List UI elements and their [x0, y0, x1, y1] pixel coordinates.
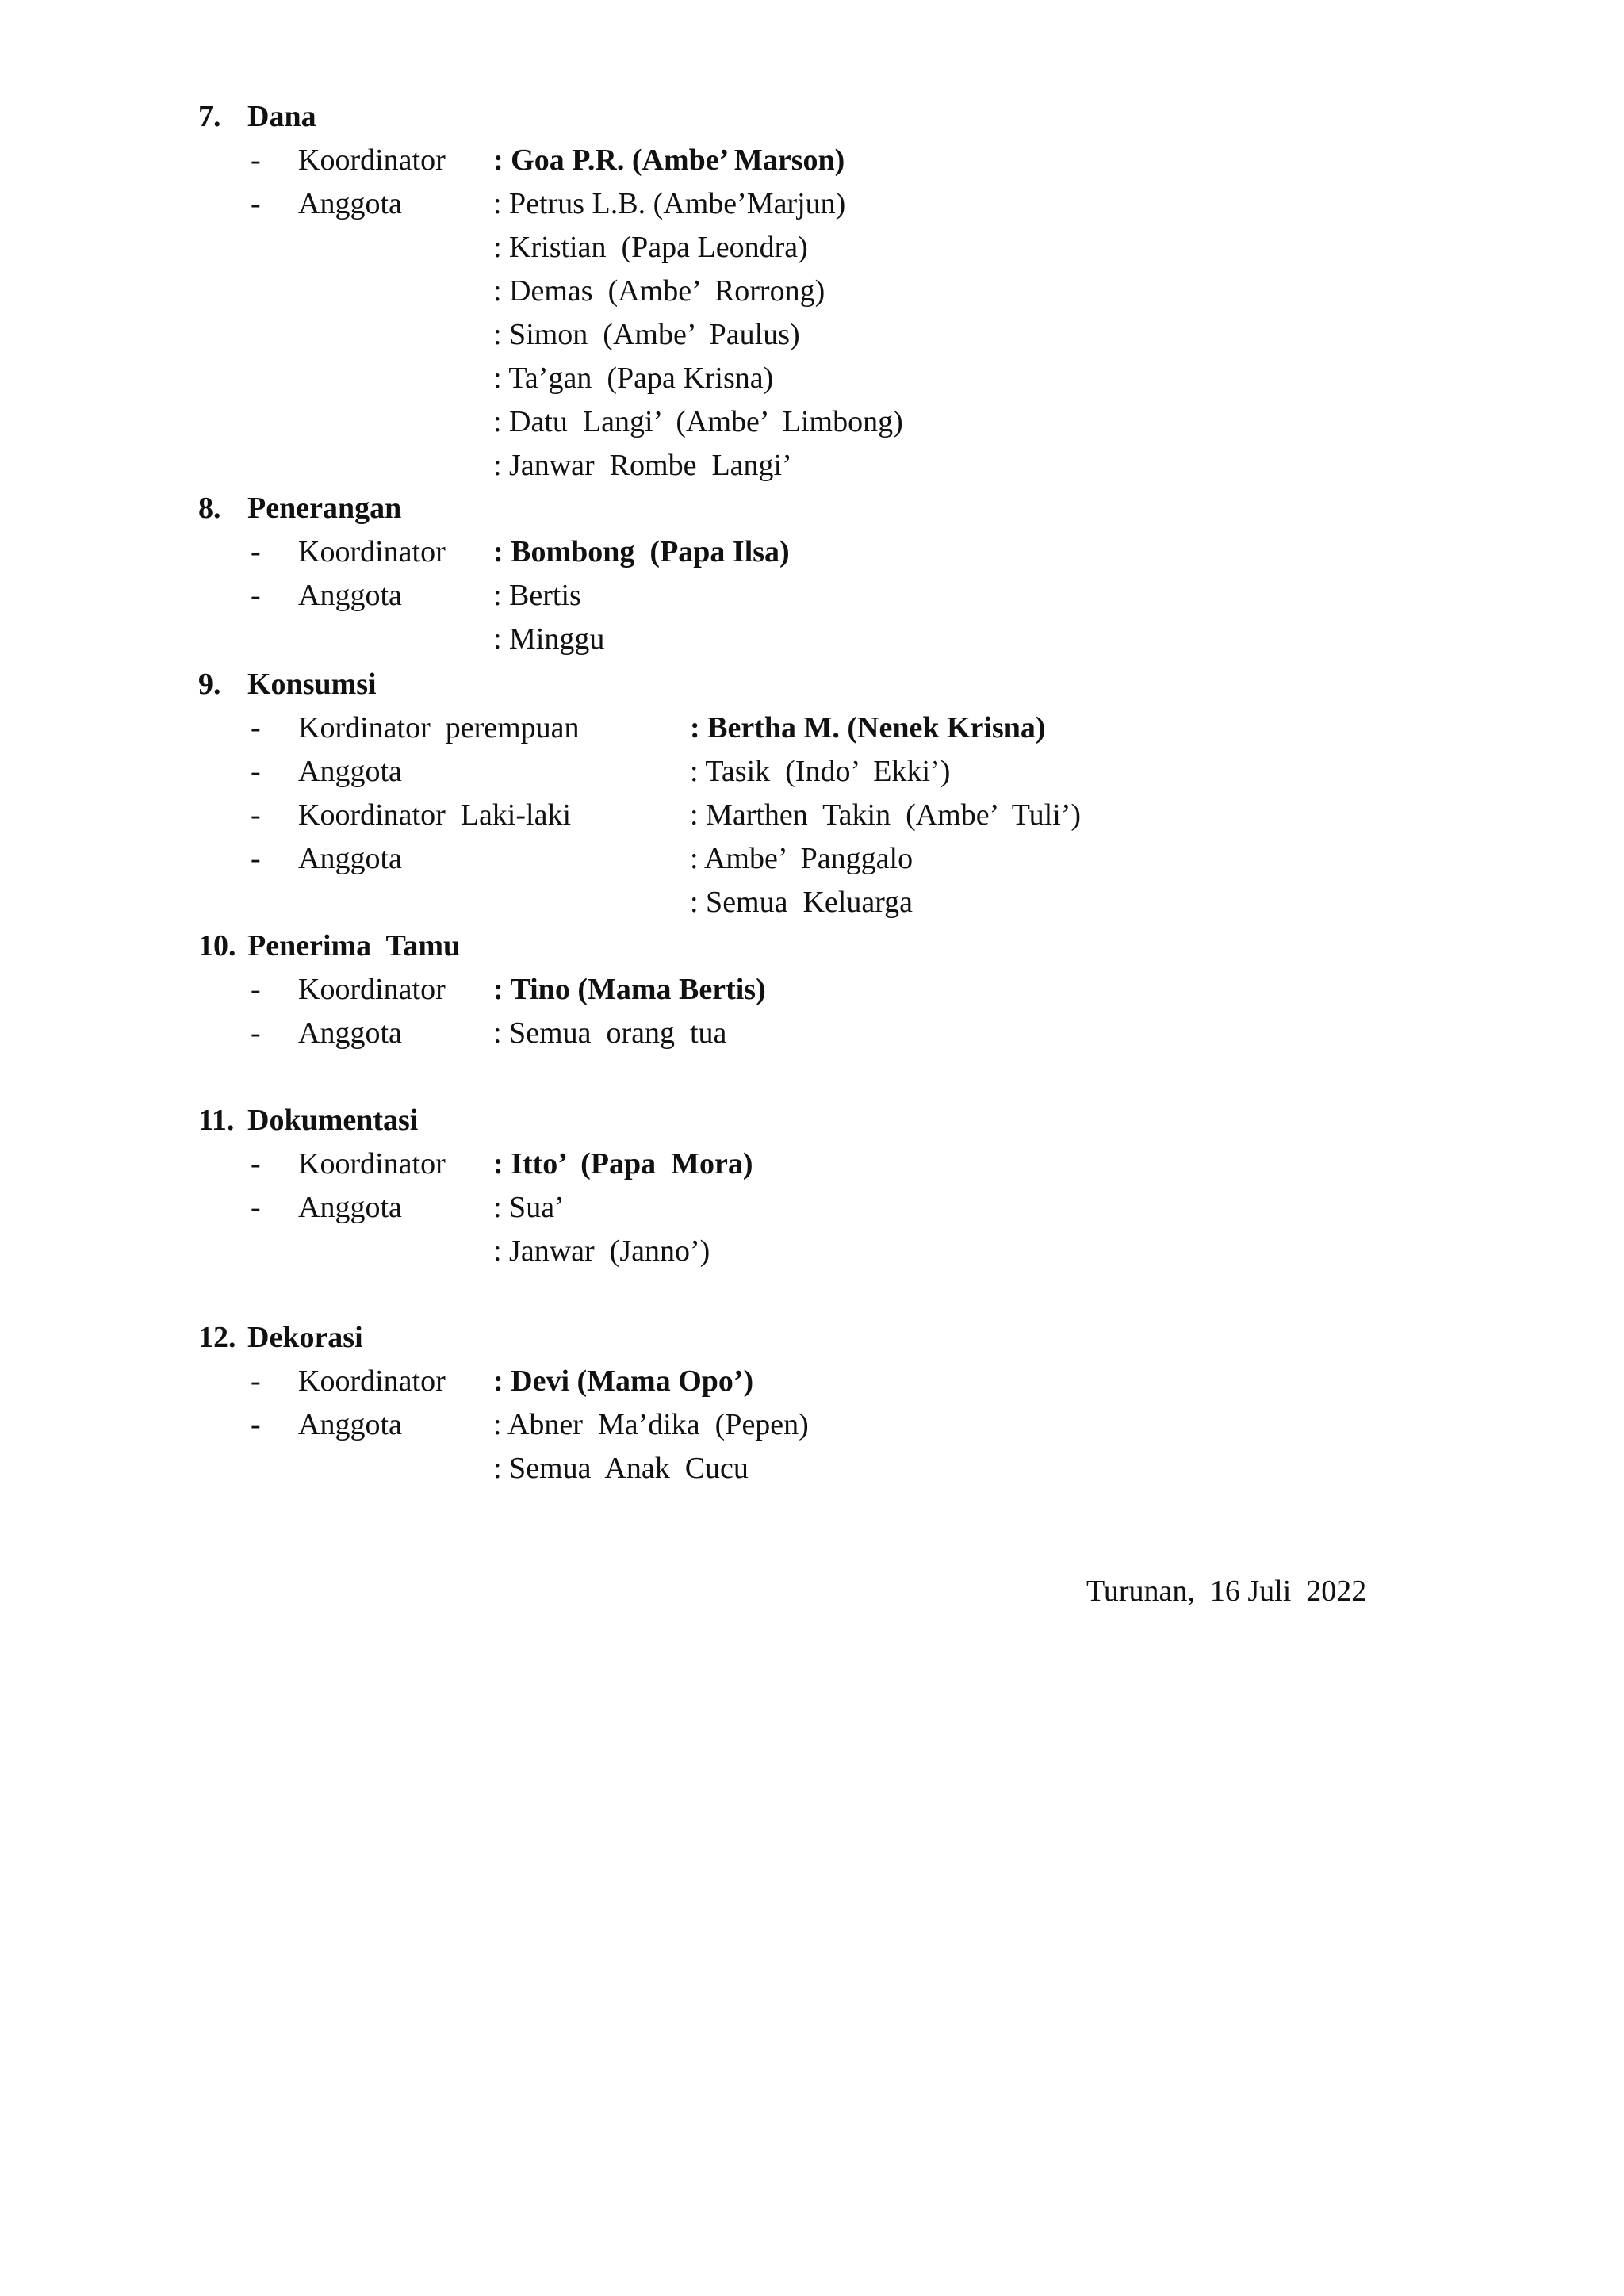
row-value: : Marthen Takin (Ambe’ Tuli’) — [690, 798, 1082, 832]
row-role: Anggota — [298, 1408, 402, 1441]
section-title: Dekorasi — [247, 1321, 363, 1354]
row-role: Kordinator perempuan — [298, 711, 580, 744]
closing-place-date: Turunan, 16 Juli 2022 — [1086, 1575, 1367, 1608]
row-role: Anggota — [298, 755, 402, 788]
row-dash: - — [251, 711, 261, 744]
row-role: Anggota — [298, 1016, 402, 1050]
row-role: Koordinator — [298, 1364, 446, 1398]
row-value: : Semua Keluarga — [690, 886, 914, 919]
row-dash: - — [251, 1191, 261, 1224]
row-value: : Itto’ (Papa Mora) — [493, 1147, 753, 1181]
row-dash: - — [251, 535, 261, 568]
row-value: : Demas (Ambe’ Rorrong) — [493, 274, 825, 308]
row-role: Koordinator Laki-laki — [298, 798, 572, 832]
row-dash: - — [251, 755, 261, 788]
row-dash: - — [251, 842, 261, 875]
section-number: 8. — [198, 492, 221, 525]
row-dash: - — [251, 973, 261, 1006]
row-dash: - — [251, 798, 261, 832]
section-number: 9. — [198, 668, 221, 701]
section-number: 7. — [198, 100, 221, 133]
row-value: : Minggu — [493, 622, 605, 656]
row-value: : Bertha M. (Nenek Krisna) — [690, 711, 1046, 744]
row-value: : Janwar (Janno’) — [493, 1234, 710, 1268]
row-value: : Semua orang tua — [493, 1016, 727, 1050]
section-title: Dokumentasi — [247, 1104, 419, 1137]
row-dash: - — [251, 579, 261, 612]
row-value: : Goa P.R. (Ambe’ Marson) — [493, 144, 845, 177]
row-role: Anggota — [298, 187, 402, 220]
row-dash: - — [251, 187, 261, 220]
section-title: Konsumsi — [247, 668, 377, 701]
section-title: Dana — [247, 100, 316, 133]
row-dash: - — [251, 1016, 261, 1050]
row-value: : Semua Anak Cucu — [493, 1452, 749, 1485]
row-dash: - — [251, 1364, 261, 1398]
row-value: : Petrus L.B. (Ambe’Marjun) — [493, 187, 846, 220]
row-role: Koordinator — [298, 973, 446, 1006]
row-value: : Ta’gan (Papa Krisna) — [493, 362, 774, 395]
section-title: Penerangan — [247, 492, 402, 525]
row-dash: - — [251, 1147, 261, 1181]
row-role: Anggota — [298, 1191, 402, 1224]
row-value: : Devi (Mama Opo’) — [493, 1364, 754, 1398]
section-number: 12. — [198, 1321, 236, 1354]
section-number: 10. — [198, 929, 236, 962]
row-dash: - — [251, 1408, 261, 1441]
row-role: Koordinator — [298, 144, 446, 177]
row-value: : Abner Ma’dika (Pepen) — [493, 1408, 809, 1441]
row-value: : Datu Langi’ (Ambe’ Limbong) — [493, 405, 903, 438]
section-title: Penerima Tamu — [247, 929, 461, 962]
row-role: Koordinator — [298, 535, 446, 568]
row-role: Anggota — [298, 842, 402, 875]
row-value: : Simon (Ambe’ Paulus) — [493, 318, 800, 351]
row-value: : Tino (Mama Bertis) — [493, 973, 766, 1006]
row-value: : Tasik (Indo’ Ekki’) — [690, 755, 951, 788]
row-value: : Kristian (Papa Leondra) — [493, 231, 808, 264]
section-number: 11. — [198, 1104, 235, 1137]
row-value: : Janwar Rombe Langi’ — [493, 449, 792, 482]
row-role: Koordinator — [298, 1147, 446, 1181]
row-dash: - — [251, 144, 261, 177]
row-value: : Bombong (Papa Ilsa) — [493, 535, 790, 568]
row-value: : Bertis — [493, 579, 581, 612]
row-value: : Sua’ — [493, 1191, 565, 1224]
row-role: Anggota — [298, 579, 402, 612]
row-value: : Ambe’ Panggalo — [690, 842, 914, 875]
